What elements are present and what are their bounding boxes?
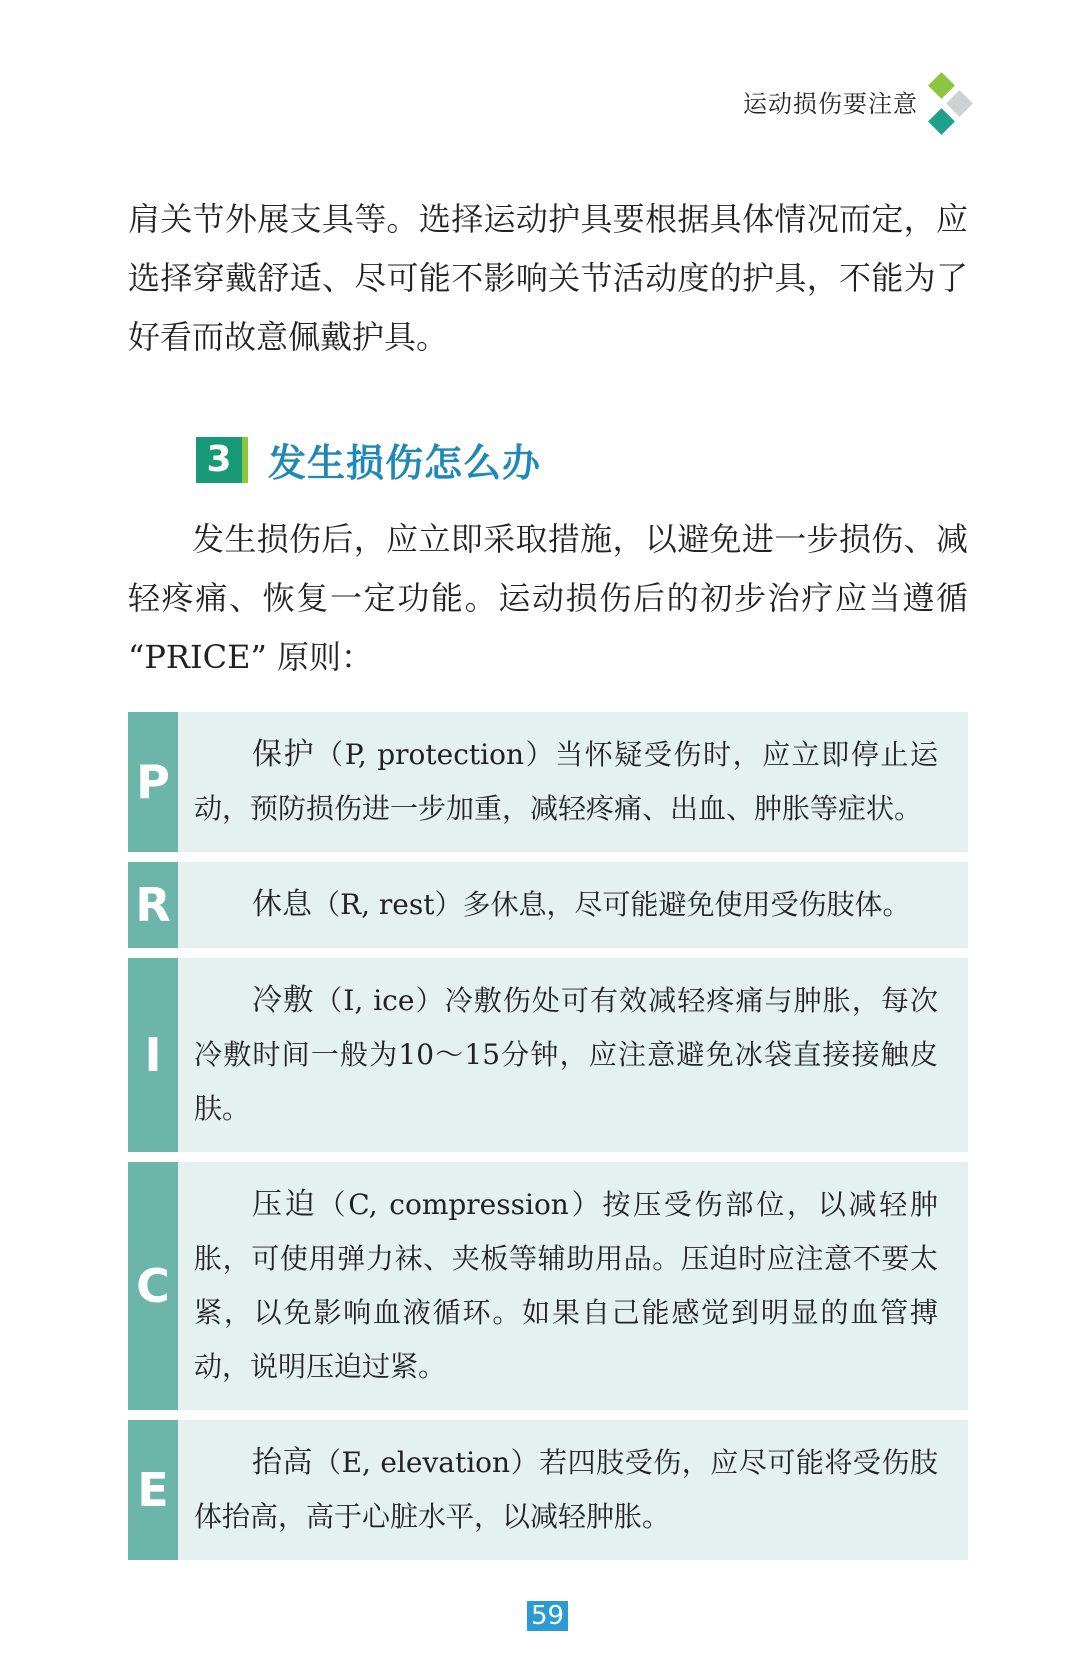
teal-diamond-icon [928,108,955,135]
price-row-c [128,1162,968,1410]
chapter-header-title: 运动损伤要注意 [743,90,918,118]
green-diamond-icon [928,72,955,99]
price-term: 休息 [252,887,312,922]
price-letter: R [128,862,178,948]
price-description: 按压受伤部位，以减轻肿胀，可使用弹力袜、夹板等辅助用品。压迫时应注意不要太紧，以免影响血液循环。如果自己能感觉到明显的血管搏动，说明压迫过紧。 [194,1188,939,1383]
price-term-en: （C, compression） [317,1188,603,1221]
grey-diamond-icon [946,90,973,117]
price-row-e [128,1420,968,1560]
price-term: 压迫 [252,1187,318,1222]
section-paragraph: 发生损伤后，应立即采取措施，以避免进一步损伤、减轻疼痛、恢复一定功能。运动损伤后的初步治疗应当遵循 “PRICE” 原则： [128,520,968,676]
price-content [178,1420,968,1560]
section-number-badge: 3 [196,437,248,483]
price-letter: P [128,712,178,852]
price-row-r [128,862,968,948]
price-content [178,862,968,948]
price-term-en: （R, rest） [312,888,463,921]
header-diamond-decoration [918,70,974,136]
price-letter: I [128,958,178,1152]
price-term-en: （P, protection） [315,738,556,771]
price-term-en: （E, elevation） [313,1446,540,1479]
price-description: 当怀疑受伤时，应立即停止运动，预防损伤进一步加重，减轻疼痛、出血、肿胀等症状。 [194,738,938,825]
price-content [178,712,968,852]
price-content [178,958,968,1152]
section-title: 发生损伤怎么办 [268,441,542,485]
price-term: 抬高 [252,1445,314,1480]
price-row-p [128,712,968,852]
price-description: 若四肢受伤，应尽可能将受伤肢体抬高，高于心脏水平，以减轻肿胀。 [194,1446,938,1533]
section-heading [196,432,541,487]
price-term: 保护 [252,737,316,772]
price-letter: E [128,1420,178,1560]
price-description: 冷敷伤处可有效减轻疼痛与肿胀，每次冷敷时间一般为10～15分钟，应注意避免冰袋直接接触皮肤。 [194,984,938,1125]
price-description: 多休息，尽可能避免使用受伤肢体。 [462,888,911,921]
page-number: 59 [527,1601,568,1631]
intro-paragraph: 肩关节外展支具等。选择运动护具要根据具体情况而定，应选择穿戴舒适、尽可能不影响关节活动度的护具，不能为了好看而故意佩戴护具。 [128,200,968,356]
price-term-en: （I, ice） [314,984,445,1017]
price-content [178,1162,968,1410]
price-table [128,712,968,1570]
price-row-i [128,958,968,1152]
price-term: 冷敷 [252,983,315,1018]
price-letter: C [128,1162,178,1410]
